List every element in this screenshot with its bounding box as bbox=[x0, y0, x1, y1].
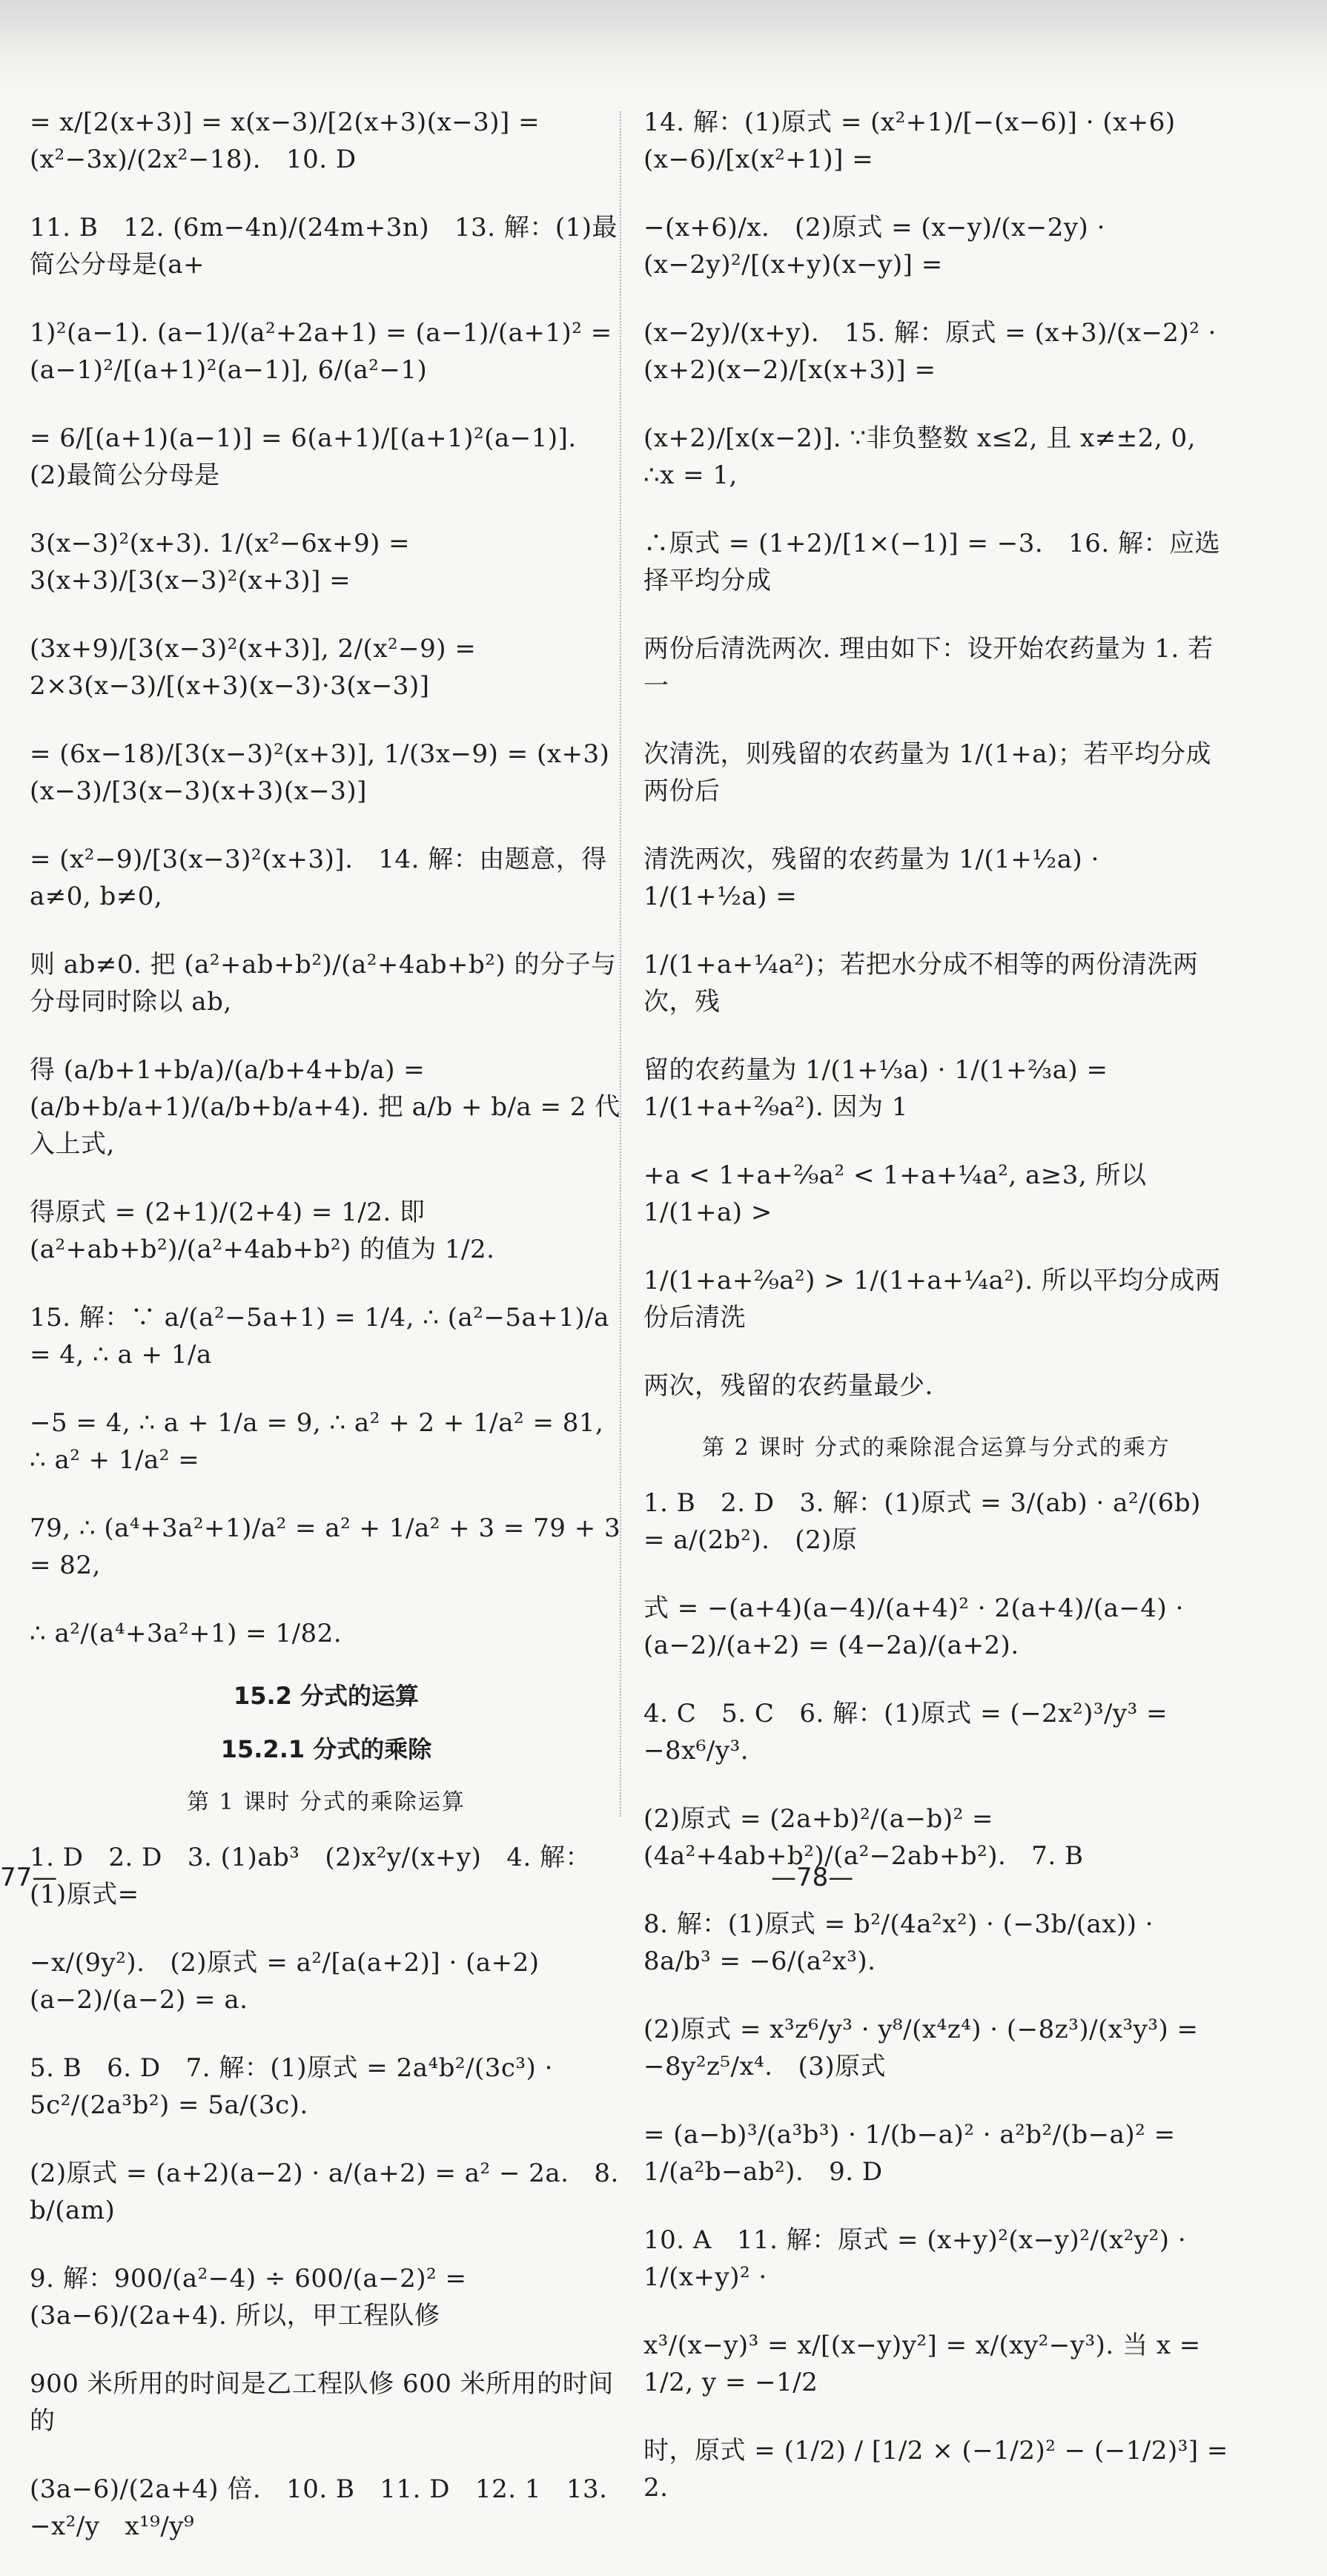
text-line: 时，原式 = (1/2) / [1/2 × (−1/2)² − (−1/2)³] = 2. bbox=[643, 2436, 1237, 2503]
text-line: 3(x−3)²(x+3). 1/(x²−6x+9) = 3(x+3)/[3(x−3)²(x+3)] = bbox=[30, 529, 419, 595]
text-line: 两份后清洗两次. 理由如下：设开始农药量为 1. 若一 bbox=[643, 634, 1214, 701]
text-line: −5 = 4, ∴ a + 1/a = 9, ∴ a² + 2 + 1/a² = 81, ∴ a² + 1/a² = bbox=[30, 1408, 612, 1475]
text-line: 1. B 2. D 3. 解：(1)原式 = 3/(ab) · a²/(6b) = a/(2b²). (2)原 bbox=[643, 1488, 1210, 1555]
text-line: 1/(1+a+¼a²)；若把水分成不相等的两份清洗两次，残 bbox=[643, 950, 1199, 1017]
text-line: 9. 解：900/(a²−4) ÷ 600/(a−2)² = (3a−6)/(2a+4). 所以，甲工程队修 bbox=[30, 2264, 475, 2331]
left-column bbox=[30, 104, 629, 2576]
text-line: 两次，残留的农药量最少. bbox=[643, 1371, 933, 1401]
text-line: (3a−6)/(2a+4) 倍. 10. B 11. D 12. 1 13. −x²/y x¹⁹/y⁹ bbox=[30, 2474, 616, 2541]
text-line: 1/(1+a+²⁄₉a²) > 1/(1+a+¼a²). 所以平均分成两份后清洗 bbox=[643, 1266, 1221, 1332]
text-line: 得 (a/b+1+b/a)/(a/b+4+b/a) = (a/b+b/a+1)/(a/b+b/a+4). 把 a/b + b/a = 2 代入上式, bbox=[30, 1055, 621, 1159]
lesson-heading: 第 2 课时 分式的乘除混合运算与分式的乘方 bbox=[702, 1435, 1171, 1461]
text-line: 则 ab≠0. 把 (a²+ab+b²)/(a²+4ab+b²) 的分子与分母同时除以 ab, bbox=[30, 950, 617, 1017]
page-top-shading bbox=[0, 0, 1327, 89]
text-line: = (a−b)³/(a³b³) · 1/(b−a)² · a²b²/(b−a)² = 1/(a²b−ab²). 9. D bbox=[643, 2120, 1184, 2187]
text-line: 式 = −(a+4)(a−4)/(a+4)² · 2(a+4)/(a−4) · (a−2)/(a+2) = (4−2a)/(a+2). bbox=[643, 1594, 1193, 1660]
text-line: 留的农药量为 1/(1+⅓a) · 1/(1+⅔a) = 1/(1+a+²⁄₉a²). 因为 1 bbox=[643, 1055, 1116, 1122]
text-line: 1)²(a−1). (a−1)/(a²+2a+1) = (a−1)/(a+1)² = (a−1)²/[(a+1)²(a−1)], 6/(a²−1) bbox=[30, 318, 621, 385]
text-line: = x/[2(x+3)] = x(x−3)/[2(x+3)(x−3)] = (x²−3x)/(2x²−18). 10. D bbox=[30, 108, 549, 174]
text-line: (2)原式 = (2a+b)²/(a−b)² = (4a²+4ab+b²)/(a²−2ab+b²). 7. B bbox=[643, 1804, 1084, 1871]
text-line: ∴原式 = (1+2)/[1×(−1)] = −3. 16. 解：应选择平均分成 bbox=[643, 529, 1220, 595]
text-line: (x−2y)/(x+y). 15. 解：原式 = (x+3)/(x−2)² · (x+2)(x−2)/[x(x+3)] = bbox=[643, 318, 1225, 385]
text-line: ∴ a²/(a⁴+3a²+1) = 1/82. bbox=[30, 1619, 342, 1648]
text-line: (3x+9)/[3(x−3)²(x+3)], 2/(x²−9) = 2×3(x−3)/[(x+3)(x−3)·3(x−3)] bbox=[30, 634, 485, 701]
text-line: 79, ∴ (a⁴+3a²+1)/a² = a² + 1/a² + 3 = 79 + 3 = 82, bbox=[30, 1513, 629, 1580]
text-line: 8. 解：(1)原式 = b²/(4a²x²) · (−3b/(ax)) · 8a/b³ = −6/(a²x³). bbox=[643, 1909, 1162, 1976]
text-line: 4. C 5. C 6. 解：(1)原式 = (−2x²)³/y³ = −8x⁶/y³. bbox=[643, 1699, 1177, 1766]
subsection-heading: 15.2.1 分式的乘除 bbox=[220, 1735, 432, 1763]
text-line: 11. B 12. (6m−4n)/(24m+3n) 13. 解：(1)最简公分母是(a+ bbox=[30, 213, 618, 280]
text-line: = 6/[(a+1)(a−1)] = 6(a+1)/[(a+1)²(a−1)]. (2)最简公分母是 bbox=[30, 423, 594, 490]
text-line: 得原式 = (2+1)/(2+4) = 1/2. 即 (a²+ab+b²)/(a²+4ab+b²) 的值为 1/2. bbox=[30, 1198, 495, 1264]
text-line: −(x+6)/x. (2)原式 = (x−y)/(x−2y) · (x−2y)²/[(x+y)(x−y)] = bbox=[643, 213, 1114, 280]
text-line: 10. A 11. 解：原式 = (x+y)²(x−y)²/(x²y²) · 1/(x+y)² · bbox=[643, 2225, 1195, 2292]
text-line: 5. B 6. D 7. 解：(1)原式 = 2a⁴b²/(3c³) · 5c²/(2a³b²) = 5a/(3c). bbox=[30, 2053, 562, 2120]
text-line: = (6x−18)/[3(x−3)²(x+3)], 1/(3x−9) = (x+3)(x−3)/[3(x−3)(x+3)(x−3)] bbox=[30, 739, 610, 806]
text-line: −x/(9y²). (2)原式 = a²/[a(a+2)] · (a+2)(a−2)/(a−2) = a. bbox=[30, 1948, 540, 2015]
page-number-left: 77— bbox=[0, 1863, 58, 1892]
right-column bbox=[643, 104, 1237, 2537]
text-line: (2)原式 = x³z⁶/y³ · y⁸/(x⁴z⁴) · (−8z³)/(x³y³) = −8y²z⁵/x⁴. (3)原式 bbox=[643, 2015, 1207, 2081]
text-line: 1. D 2. D 3. (1)ab³ (2)x²y/(x+y) 4. 解：(1)原式= bbox=[30, 1843, 592, 1909]
text-line: 次清洗，则残留的农药量为 1/(1+a)；若平均分成两份后 bbox=[643, 739, 1211, 806]
section-heading: 15.2 分式的运算 bbox=[233, 1682, 420, 1710]
text-line: 900 米所用的时间是乙工程队修 600 米所用的时间的 bbox=[30, 2369, 614, 2436]
text-line: 清洗两次，残留的农药量为 1/(1+½a) · 1/(1+½a) = bbox=[643, 845, 1108, 911]
text-line: = (x²−9)/[3(x−3)²(x+3)]. 14. 解：由题意，得 a≠0, b≠0, bbox=[30, 845, 616, 911]
text-line: 15. 解：∵ a/(a²−5a+1) = 1/4, ∴ (a²−5a+1)/a = 4, ∴ a + 1/a bbox=[30, 1303, 618, 1370]
text-line: 14. 解：(1)原式 = (x²+1)/[−(x−6)] · (x+6)(x−6)/[x(x²+1)] = bbox=[643, 108, 1176, 174]
text-line: +a < 1+a+²⁄₉a² < 1+a+¼a², a≥3, 所以 1/(1+a) > bbox=[643, 1160, 1155, 1227]
lesson-heading: 第 1 课时 分式的乘除运算 bbox=[187, 1789, 466, 1815]
text-line: x³/(x−y)³ = x/[(x−y)y²] = x/(xy²−y³). 当 x = 1/2, y = −1/2 bbox=[643, 2331, 1210, 2397]
page-number-right: —78— bbox=[771, 1863, 854, 1892]
text-line: (2)原式 = (a+2)(a−2) · a/(a+2) = a² − 2a. 8. b/(am) bbox=[30, 2159, 628, 2225]
text-line: (x+2)/[x(x−2)]. ∵非负整数 x≤2, 且 x≠±2, 0, ∴x = 1, bbox=[643, 423, 1205, 490]
